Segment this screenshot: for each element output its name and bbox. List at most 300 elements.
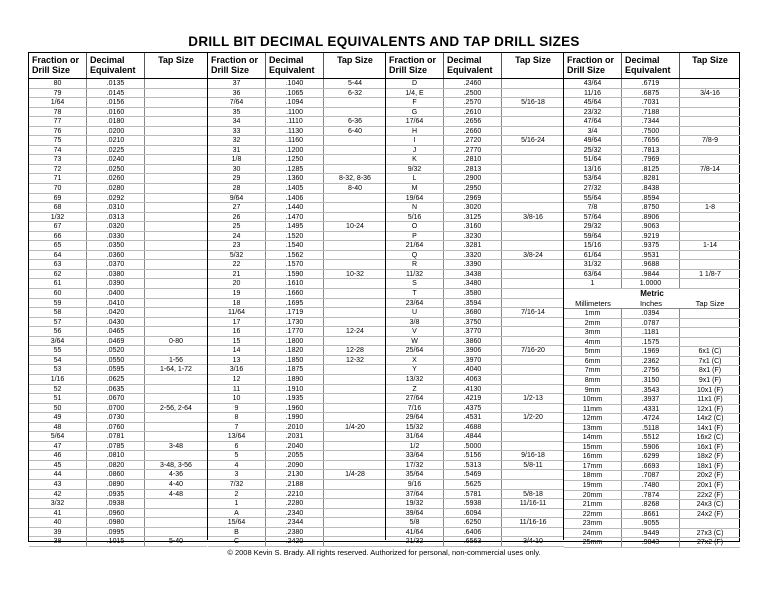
table-row [29, 89, 207, 99]
fraction-cell: W [386, 337, 444, 346]
decimal-cell: .1100 [266, 108, 324, 117]
decimal-cell: .3230 [444, 232, 502, 241]
decimal-cell: .1562 [266, 251, 324, 260]
metric-tap-size-cell: 10x1 (F) [696, 386, 724, 394]
tap-size-cell [680, 213, 740, 222]
decimal-cell: .0200 [87, 127, 145, 136]
table-row [386, 442, 564, 452]
metric-row [564, 491, 740, 501]
tap-size-cell: 12-24 [346, 328, 364, 336]
table-row [29, 127, 207, 137]
decimal-cell: .3770 [444, 327, 502, 336]
tap-size-cell [145, 394, 207, 403]
fraction-cell: 9/32 [386, 165, 444, 174]
decimal-cell: .2340 [266, 509, 324, 518]
tap-size-cell [680, 155, 740, 164]
table-row [208, 423, 386, 433]
metric-row [564, 424, 740, 434]
fraction-cell: 51/64 [564, 155, 622, 164]
table-row [386, 222, 564, 232]
fraction-cell: 60 [29, 289, 87, 298]
tap-size-cell [145, 222, 207, 231]
table-row [386, 194, 564, 204]
decimal-cell: .1520 [266, 232, 324, 241]
decimal-cell: .5000 [444, 442, 502, 451]
table-row [386, 127, 564, 137]
table-row [386, 451, 564, 461]
decimal-cell: .1065 [266, 89, 324, 98]
decimal-cell: .2055 [266, 451, 324, 460]
decimal-cell: .2570 [444, 98, 502, 107]
table-row [29, 270, 207, 280]
table-row [386, 318, 564, 328]
inches-cell: .4724 [622, 414, 680, 423]
table-row [386, 327, 564, 337]
inches-cell: .7480 [622, 481, 680, 490]
table-row [386, 356, 564, 366]
table-row [386, 413, 564, 423]
tap-size-cell: 0-80 [168, 337, 183, 345]
table-row [29, 108, 207, 118]
table-row [208, 289, 386, 299]
decimal-cell: .2210 [266, 490, 324, 499]
metric-row [564, 510, 740, 520]
table-row [208, 442, 386, 452]
millimeters-header: Millimeters [575, 298, 611, 308]
fraction-cell: U [386, 308, 444, 317]
fraction-cell: X [386, 356, 444, 365]
metric-row [564, 366, 740, 376]
table-row [386, 308, 564, 318]
decimal-cell: .1250 [266, 155, 324, 164]
inches-cell: .9055 [622, 519, 680, 528]
inches-cell: .3937 [622, 395, 680, 404]
tap-size-cell: 6-40 [347, 127, 362, 135]
tap-size-cell [145, 413, 207, 422]
tap-size-cell [324, 509, 386, 518]
millimeters-cell: 6mm [564, 357, 622, 366]
table-row [564, 117, 740, 127]
fraction-cell: 68 [29, 203, 87, 212]
decimal-cell: .8594 [622, 194, 680, 203]
metric-tap-size-cell: 18x2 (F) [696, 453, 724, 461]
table-row [208, 385, 386, 395]
metric-heading: Metric [640, 289, 664, 299]
inches-cell: .2362 [622, 357, 680, 366]
tap-size-cell [145, 279, 207, 288]
table-row [208, 203, 386, 213]
tap-size-cell [680, 146, 740, 155]
fraction-cell: O [386, 222, 444, 231]
tap-size-cell [502, 194, 564, 203]
decimal-cell: .5156 [444, 451, 502, 460]
table-row [29, 365, 207, 375]
millimeters-cell: 18mm [564, 471, 622, 480]
metric-row [564, 386, 740, 396]
decimal-cell: .0160 [87, 108, 145, 117]
tap-size-cell [324, 232, 386, 241]
decimal-cell: .0890 [87, 480, 145, 489]
tap-size-cell [324, 451, 386, 460]
decimal-header: Decimal Equivalent [266, 53, 324, 78]
tap-size-cell [324, 537, 386, 546]
inches-cell: .1181 [622, 328, 680, 337]
table-row [564, 184, 740, 194]
fraction-cell: 21/64 [386, 241, 444, 250]
tap-size-cell [502, 241, 564, 250]
decimal-cell: .0700 [87, 404, 145, 413]
decimal-cell: .4844 [444, 432, 502, 441]
tap-size-cell [680, 184, 740, 193]
decimal-cell: .2660 [444, 127, 502, 136]
tap-size-cell: 5/8-18 [523, 490, 543, 498]
table-row [208, 318, 386, 328]
fraction-cell: 12 [208, 375, 266, 384]
fraction-cell: 36 [208, 89, 266, 98]
fraction-cell: 9/64 [208, 194, 266, 203]
tap-size-cell [145, 98, 207, 107]
metric-tap-size-cell: 8x1 (F) [698, 367, 722, 375]
decimal-cell: .1890 [266, 375, 324, 384]
table-row [208, 451, 386, 461]
decimal-cell: .2188 [266, 480, 324, 489]
decimal-cell: .7813 [622, 146, 680, 155]
metric-tap-size-cell: 6x1 (C) [698, 348, 722, 356]
metric-row [564, 395, 740, 405]
fraction-cell: 18 [208, 299, 266, 308]
fraction-cell: 45 [29, 461, 87, 470]
fraction-cell: 63 [29, 260, 87, 269]
decimal-cell: .2720 [444, 136, 502, 145]
fraction-cell: 17 [208, 318, 266, 327]
fraction-cell: Y [386, 365, 444, 374]
tap-size-cell [145, 136, 207, 145]
decimal-cell: .1820 [266, 346, 324, 355]
tap-size-cell [502, 79, 564, 88]
decimal-cell: .2950 [444, 184, 502, 193]
millimeters-cell: 15mm [564, 443, 622, 452]
column-headers [386, 53, 564, 79]
decimal-cell: .1440 [266, 203, 324, 212]
decimal-cell: .0960 [87, 509, 145, 518]
table-row [386, 251, 564, 261]
decimal-cell: .0785 [87, 442, 145, 451]
table-row [564, 108, 740, 118]
inches-cell: .7087 [622, 471, 680, 480]
table-row [29, 442, 207, 452]
table-row [564, 232, 740, 242]
table-row [386, 108, 564, 118]
fraction-cell: 78 [29, 108, 87, 117]
inches-cell: .2756 [622, 366, 680, 375]
table-row [564, 127, 740, 137]
decimal-cell: .0595 [87, 365, 145, 374]
fraction-cell: 1/16 [29, 375, 87, 384]
metric-tap-size-cell: 14x2 (C) [696, 415, 724, 423]
tap-size-cell: 7/8-9 [702, 137, 718, 145]
table-row [208, 98, 386, 108]
decimal-cell: .2500 [444, 89, 502, 98]
decimal-cell: .7969 [622, 155, 680, 164]
table-row [208, 174, 386, 184]
decimal-cell: .3580 [444, 289, 502, 298]
millimeters-cell: 17mm [564, 462, 622, 471]
fraction-cell: H [386, 127, 444, 136]
decimal-cell: .3160 [444, 222, 502, 231]
table-row [386, 232, 564, 242]
fraction-cell: 7/64 [208, 98, 266, 107]
decimal-cell: .5781 [444, 490, 502, 499]
decimal-cell: .0380 [87, 270, 145, 279]
tap-size-cell [324, 289, 386, 298]
fraction-header: Fraction or Drill Size [564, 53, 622, 78]
table-row [208, 461, 386, 471]
table-row [208, 518, 386, 528]
tap-size-cell [324, 432, 386, 441]
fraction-cell: 29/32 [564, 222, 622, 231]
inches-cell: .0787 [622, 319, 680, 328]
decimal-cell: .1960 [266, 404, 324, 413]
fraction-cell: 61/64 [564, 251, 622, 260]
table-row [29, 289, 207, 299]
tap-size-cell [145, 184, 207, 193]
table-row [386, 117, 564, 127]
table-row [386, 404, 564, 414]
decimal-cell: .0465 [87, 327, 145, 336]
decimal-cell: .1110 [266, 117, 324, 126]
fraction-cell: 65 [29, 241, 87, 250]
metric-row [564, 414, 740, 424]
fraction-cell: 23/32 [564, 108, 622, 117]
inches-cell: .0394 [622, 309, 680, 318]
tap-size-cell: 6-32 [347, 89, 362, 97]
tap-size-cell [324, 146, 386, 155]
table-row [29, 346, 207, 356]
table-row [386, 260, 564, 270]
tap-size-cell [145, 127, 207, 136]
fraction-cell: 13/32 [386, 375, 444, 384]
tap-size-cell [324, 213, 386, 222]
fraction-header: Fraction or Drill Size [208, 53, 266, 78]
fraction-cell: T [386, 289, 444, 298]
decimal-cell: .0420 [87, 308, 145, 317]
decimal-cell: .0260 [87, 174, 145, 183]
decimal-cell: .4688 [444, 423, 502, 432]
tap-size-cell [145, 232, 207, 241]
inches-cell: .8268 [622, 500, 680, 509]
fraction-cell: 72 [29, 165, 87, 174]
table-row [29, 260, 207, 270]
tap-size-cell [502, 165, 564, 174]
table-row [208, 79, 386, 89]
fraction-cell: 55/64 [564, 194, 622, 203]
tap-size-cell: 7/16-14 [521, 309, 545, 317]
decimal-cell: .0625 [87, 375, 145, 384]
decimal-cell: .5313 [444, 461, 502, 470]
tap-size-cell [502, 184, 564, 193]
tap-size-cell: 4-48 [168, 490, 183, 498]
decimal-cell: .2380 [266, 528, 324, 537]
decimal-cell: .9063 [622, 222, 680, 231]
row-list [564, 79, 740, 548]
decimal-cell: .3020 [444, 203, 502, 212]
fraction-cell: 15 [208, 337, 266, 346]
fraction-cell: 30 [208, 165, 266, 174]
table-row [208, 279, 386, 289]
decimal-cell: .0550 [87, 356, 145, 365]
decimal-cell: .2031 [266, 432, 324, 441]
millimeters-cell: 12mm [564, 414, 622, 423]
table-row [29, 356, 207, 366]
decimal-cell: .0135 [87, 79, 145, 88]
column-headers [208, 53, 386, 79]
table-row [564, 260, 740, 270]
decimal-cell: .1660 [266, 289, 324, 298]
fraction-cell: 22 [208, 260, 266, 269]
fraction-cell: 11/32 [386, 270, 444, 279]
fraction-cell: 1/4, E [386, 89, 444, 98]
table-row [208, 365, 386, 375]
tap-size-cell [145, 308, 207, 317]
metric-row [564, 471, 740, 481]
table-row [29, 146, 207, 156]
table-row [29, 461, 207, 471]
millimeters-cell: 13mm [564, 424, 622, 433]
decimal-cell: .0520 [87, 346, 145, 355]
decimal-cell: .1130 [266, 127, 324, 136]
tap-size-cell [502, 289, 564, 298]
tap-size-cell: 8-40 [347, 185, 362, 193]
fraction-cell: 52 [29, 385, 87, 394]
tap-size-cell [324, 413, 386, 422]
tap-size-cell: 11/16-11 [519, 500, 547, 508]
tap-size-cell [145, 518, 207, 527]
fraction-cell: 45/64 [564, 98, 622, 107]
panel-4 [563, 53, 740, 547]
table-row [208, 432, 386, 442]
decimal-cell: .2280 [266, 499, 324, 508]
tap-size-cell: 1-64, 1-72 [160, 366, 192, 374]
tap-size-cell [502, 174, 564, 183]
millimeters-cell: 14mm [564, 433, 622, 442]
table-row [29, 509, 207, 519]
millimeters-cell: 3mm [564, 328, 622, 337]
fraction-cell: Q [386, 251, 444, 260]
tap-size-cell: 2-56, 2-64 [160, 404, 192, 412]
table-row [208, 127, 386, 137]
fraction-cell: 27 [208, 203, 266, 212]
table-row [208, 470, 386, 480]
decimal-cell: .0360 [87, 251, 145, 260]
fraction-cell: 74 [29, 146, 87, 155]
tap-size-cell [145, 318, 207, 327]
fraction-cell: 7/32 [208, 480, 266, 489]
decimal-header: Decimal Equivalent [622, 53, 680, 78]
fraction-cell: 15/64 [208, 518, 266, 527]
tap-size-cell [502, 327, 564, 336]
table-row [386, 432, 564, 442]
fraction-cell: 41/64 [386, 528, 444, 537]
tap-size-cell: 7/8-14 [700, 165, 720, 173]
decimal-cell: .1200 [266, 146, 324, 155]
millimeters-cell: 7mm [564, 366, 622, 375]
table-row [208, 146, 386, 156]
metric-tap-size-header: Tap Size [695, 298, 725, 308]
fraction-cell: 3 [208, 470, 266, 479]
decimal-cell: .0310 [87, 203, 145, 212]
tap-size-cell [502, 509, 564, 518]
column-headers [564, 53, 740, 79]
table-row [29, 318, 207, 328]
table-row [29, 79, 207, 89]
metric-row [564, 500, 740, 510]
metric-tap-size-cell: 22x2 (F) [696, 491, 724, 499]
tap-size-cell: 4-36 [168, 471, 183, 479]
fraction-cell: 25/32 [564, 146, 622, 155]
table-row [208, 251, 386, 261]
metric-row [564, 519, 740, 529]
decimal-cell: .1015 [87, 537, 145, 546]
tap-size-cell [145, 451, 207, 460]
tap-size-cell: 5/8-11 [523, 461, 543, 469]
metric-row [564, 376, 740, 386]
fraction-cell: 73 [29, 155, 87, 164]
metric-tap-size-cell: 24x3 (C) [696, 501, 724, 509]
tap-size-cell [145, 509, 207, 518]
tap-size-cell: 1/2-20 [523, 414, 543, 422]
tap-size-cell [324, 108, 386, 117]
table-row [29, 528, 207, 538]
decimal-cell: .1730 [266, 318, 324, 327]
tap-size-cell [324, 404, 386, 413]
tap-size-cell [324, 136, 386, 145]
decimal-cell: .2770 [444, 146, 502, 155]
decimal-cell: .5469 [444, 470, 502, 479]
fraction-cell: 46 [29, 451, 87, 460]
millimeters-cell: 23mm [564, 519, 622, 528]
fraction-cell: 1/32 [29, 213, 87, 222]
table-row [386, 289, 564, 299]
table-row [386, 136, 564, 146]
fraction-cell: 47/64 [564, 117, 622, 126]
tap-size-cell [145, 213, 207, 222]
tap-size-cell [324, 442, 386, 451]
fraction-cell: 33 [208, 127, 266, 136]
decimal-cell: .8750 [622, 203, 680, 212]
fraction-cell: 43/64 [564, 79, 622, 88]
decimal-cell: .7344 [622, 117, 680, 126]
tap-size-cell [145, 528, 207, 537]
tap-size-cell [145, 375, 207, 384]
decimal-cell: .0240 [87, 155, 145, 164]
decimal-cell: .2810 [444, 155, 502, 164]
metric-row [564, 309, 740, 319]
fraction-cell: 4 [208, 461, 266, 470]
tap-size-cell [680, 98, 740, 107]
fraction-cell: 29 [208, 174, 266, 183]
fraction-cell: 50 [29, 404, 87, 413]
fraction-cell: 6 [208, 442, 266, 451]
millimeters-cell: 11mm [564, 405, 622, 414]
fraction-cell: 32 [208, 136, 266, 145]
inches-header: Inches [639, 298, 663, 308]
decimal-cell: .2610 [444, 108, 502, 117]
table-row [208, 260, 386, 270]
decimal-cell: .8438 [622, 184, 680, 193]
decimal-cell: .6719 [622, 79, 680, 88]
tap-size-cell [145, 79, 207, 88]
fraction-cell: P [386, 232, 444, 241]
